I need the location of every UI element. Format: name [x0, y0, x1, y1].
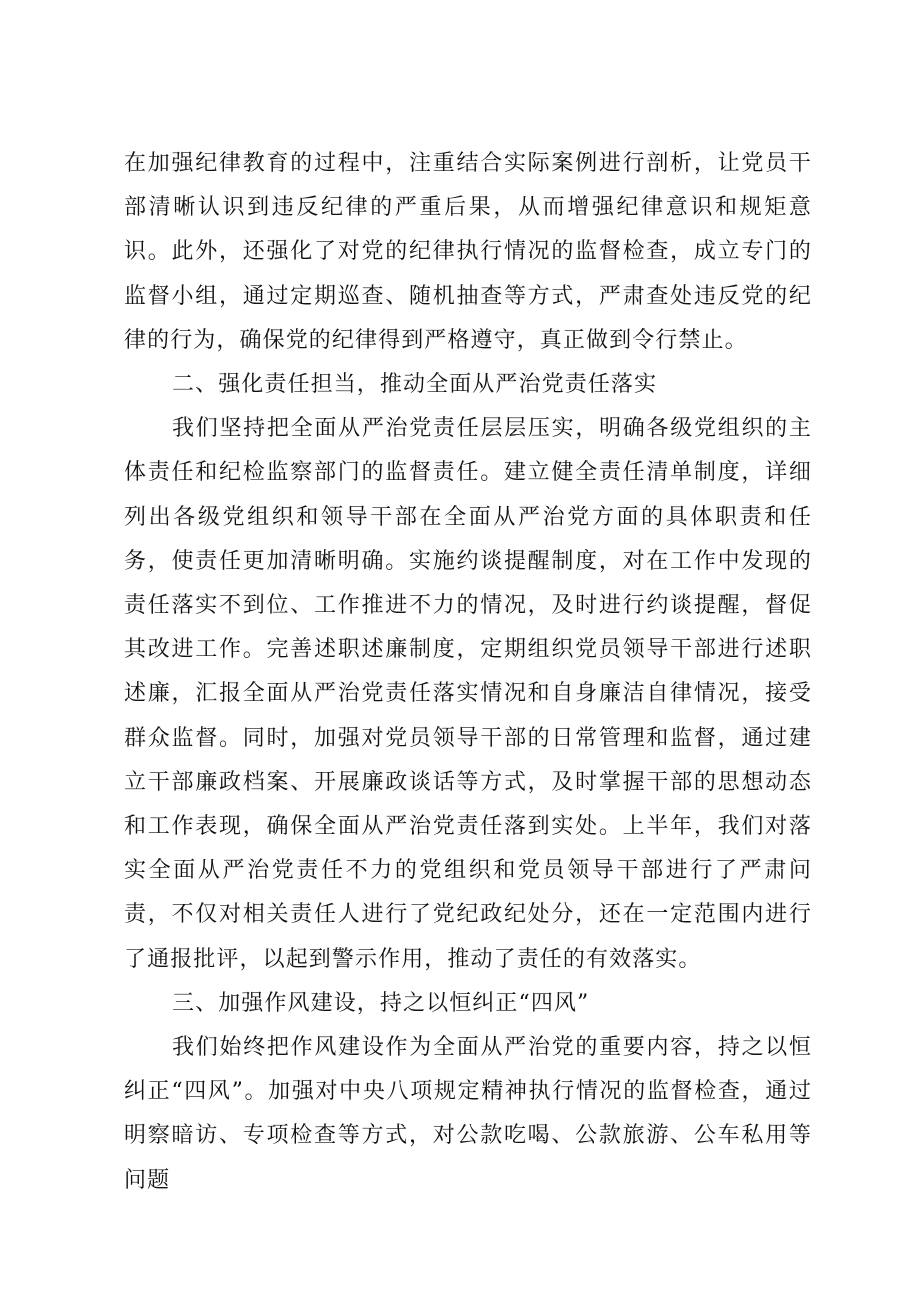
- document-body: [124, 142, 812, 1203]
- paragraph-responsibility: 我们坚持把全面从严治党责任层层压实，明确各级党组织的主体责任和纪检监察部门的监督责任。建立健全责任清单制度，详细列出各级党组织和领导干部在全面从严治党方面的具体职责和任务，使责任更加清晰明确。实施约谈提醒制度，对在工作中发现的责任落实不到位、工作推进不力的情况，及时进行约谈提醒，督促其改进工作。完善述职述廉制度，定期组织党员领导干部进行述职述廉，汇报全面从严治党责任落实情况和自身廉洁自律情况，接受群众监督。同时，加强对党员领导干部的日常管理和监督，通过建立干部廉政档案、开展廉政谈话等方式，及时掌握干部的思想动态和工作表现，确保全面从严治党责任落到实处。上半年，我们对落实全面从严治党责任不力的党组织和党员领导干部进行了严肃问责，不仅对相关责任人进行了党纪政纪处分，还在一定范围内进行了通报批评，以起到警示作用，推动了责任的有效落实。: [124, 416, 812, 972]
- paragraph-discipline-education: 在加强纪律教育的过程中，注重结合实际案例进行剖析，让党员干部清晰认识到违反纪律的严重后果，从而增强纪律意识和规矩意识。此外，还强化了对党的纪律执行情况的监督检查，成立专门的监督小组，通过定期巡查、随机抽查等方式，严肃查处违反党的纪律的行为，确保党的纪律得到严格遵守，真正做到令行禁止。: [124, 151, 812, 353]
- section-heading-3: 三、加强作风建设，持之以恒纠正“四风”: [172, 990, 590, 1016]
- paragraph-work-style: 我们始终把作风建设作为全面从严治党的重要内容，持之以恒纠正“四风”。加强对中央八项规定精神执行情况的监督检查，通过明察暗访、专项检查等方式，对公款吃喝、公款旅游、公车私用等问题: [124, 1035, 812, 1193]
- section-heading-2: 二、强化责任担当，推动全面从严治党责任落实: [172, 372, 658, 398]
